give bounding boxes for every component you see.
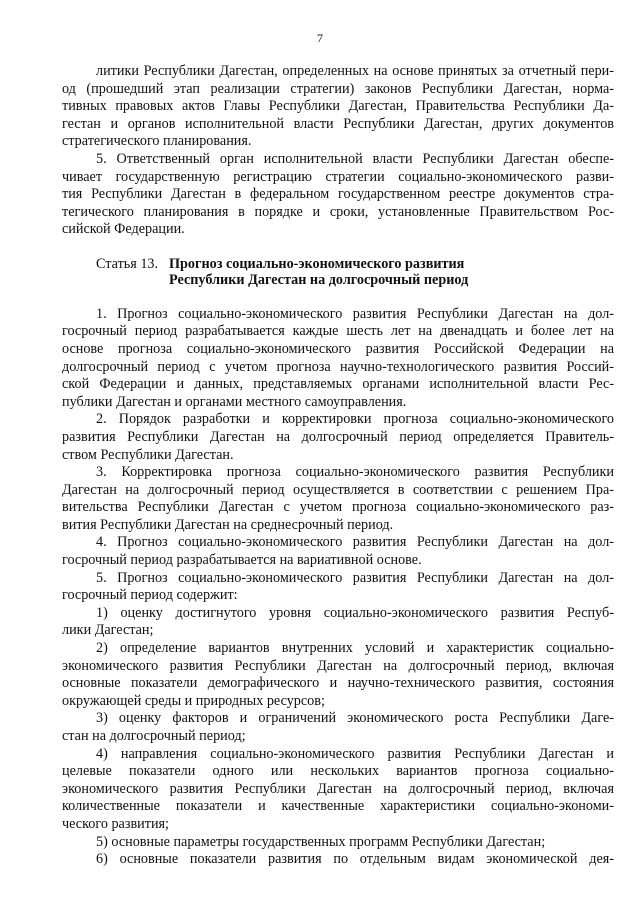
text-line: 2) определение вариантов внутренних условий и характеристик социально- xyxy=(96,640,614,657)
page-number: 7 xyxy=(317,31,323,45)
article-heading xyxy=(62,256,614,289)
paragraphs-after-article xyxy=(62,306,614,869)
text-line: 4. Прогноз социально-экономического развития Республики Дагестан на дол- xyxy=(96,534,614,551)
article-heading-row-1 xyxy=(62,256,614,272)
paragraph xyxy=(62,851,614,869)
paragraph xyxy=(62,306,614,412)
document-body xyxy=(62,63,614,869)
text-line: 4) направления социально-экономического развития Республики Дагестан и xyxy=(96,745,614,762)
text-line: 1. Прогноз социально-экономического развития Республики Дагестан на дол- xyxy=(96,305,614,322)
text-line: 1) оценку достигнутого уровня социально-экономического развития Респуб- xyxy=(96,604,614,621)
text-line: публики Дагестан и органами местного самоуправления. xyxy=(62,393,407,410)
paragraph xyxy=(62,640,614,710)
text-line: экономического развития Республики Дагестан на долгосрочный период, включая xyxy=(62,780,614,797)
article-label: Статья 13. xyxy=(96,255,159,272)
paragraph xyxy=(62,63,614,151)
text-line: 6) основные показатели развития по отдельным видам экономической дея- xyxy=(96,851,614,868)
text-line: развития Республики Дагестан на долгосрочный период определяется Правитель- xyxy=(62,428,614,445)
article-title-line-2: Республики Дагестан на долгосрочный период xyxy=(169,272,469,289)
paragraphs-before-article xyxy=(62,63,614,239)
paragraph xyxy=(62,151,614,239)
text-line: 5) основные параметры государственных программ Республики Дагестан; xyxy=(96,833,546,850)
text-line: госрочный период содержит: xyxy=(62,587,238,604)
text-line: чивает государственную регистрацию стратегии социально-экономического разви- xyxy=(62,168,614,185)
text-line: основе прогноза социально-экономического развития Российской Федерации на xyxy=(62,340,614,357)
text-line: тия Республики Дагестан в федеральном государственном реестре документов стра- xyxy=(62,186,614,203)
text-line: стан на долгосрочный период; xyxy=(62,728,246,744)
text-line: стратегического планирования. xyxy=(62,133,252,150)
paragraph xyxy=(62,411,614,464)
text-line: 5. Ответственный орган исполнительной власти Республики Дагестан обеспе- xyxy=(96,150,614,167)
text-line: гестан и органов исполнительной власти Республики Дагестан, других документов xyxy=(62,115,614,132)
text-line: лики Дагестан; xyxy=(62,622,154,639)
text-line: ской Федерации и данных, представляемых органами исполнительной власти Рес- xyxy=(62,376,614,393)
text-line: 2. Порядок разработки и корректировки прогноза социально-экономического xyxy=(96,411,614,428)
paragraph xyxy=(62,710,614,745)
text-line: тегического планирования в порядке и сроки, установленные Правительством Рос- xyxy=(62,203,614,220)
article-title-line-1: Прогноз социально-экономического развития xyxy=(169,255,465,272)
text-line: долгосрочный период с учетом прогноза научно-технологического развития Россий- xyxy=(62,358,614,375)
paragraph xyxy=(62,534,614,569)
text-line: вительства Республики Дагестан с учетом прогноза социально-экономического раз- xyxy=(62,499,614,516)
text-line: тивных правовых актов Главы Республики Дагестан, Правительства Республики Да- xyxy=(62,98,614,115)
text-line: госрочный период разрабатывается на вариативной основе. xyxy=(62,552,422,569)
text-line: 5. Прогноз социально-экономического развития Республики Дагестан на дол- xyxy=(96,569,614,586)
text-line: Дагестан на долгосрочный период осуществляется в соответствии с решением Пра- xyxy=(62,481,614,498)
text-line: госрочный период разрабатывается каждые шесть лет на двенадцать и более лет на xyxy=(62,323,614,340)
paragraph xyxy=(62,746,614,834)
text-line: вития Республики Дагестан на среднесрочный период. xyxy=(62,516,394,533)
paragraph xyxy=(62,834,614,852)
text-line: количественные показатели и качественные характеристики социально-экономи- xyxy=(62,798,614,815)
text-line: основные показатели демографического и научно-технического развития, состояния xyxy=(62,675,614,692)
paragraph xyxy=(62,464,614,534)
text-line: литики Республики Дагестан, определенных на основе принятых за отчетный пери- xyxy=(96,63,614,79)
text-line: 3. Корректировка прогноза социально-экономического развития Республики xyxy=(96,464,614,481)
paragraph xyxy=(62,570,614,605)
text-line: ством Республики Дагестан. xyxy=(62,446,234,463)
text-line: ческого развития; xyxy=(62,815,170,832)
text-line: окружающей среды и природных ресурсов; xyxy=(62,692,325,709)
paragraph xyxy=(62,605,614,640)
text-line: сийской Федерации. xyxy=(62,221,185,238)
text-line: целевые показатели одного или нескольких вариантов прогноза социально- xyxy=(62,763,614,780)
text-line: 3) оценку факторов и ограничений экономического роста Республики Даге- xyxy=(96,710,614,727)
text-line: од (прошедший этап реализации стратегии) законов Республики Дагестан, норма- xyxy=(62,80,614,97)
text-line: экономического развития Республики Дагестан на долгосрочный период, включая xyxy=(62,657,614,674)
article-heading-row-2 xyxy=(62,272,614,288)
